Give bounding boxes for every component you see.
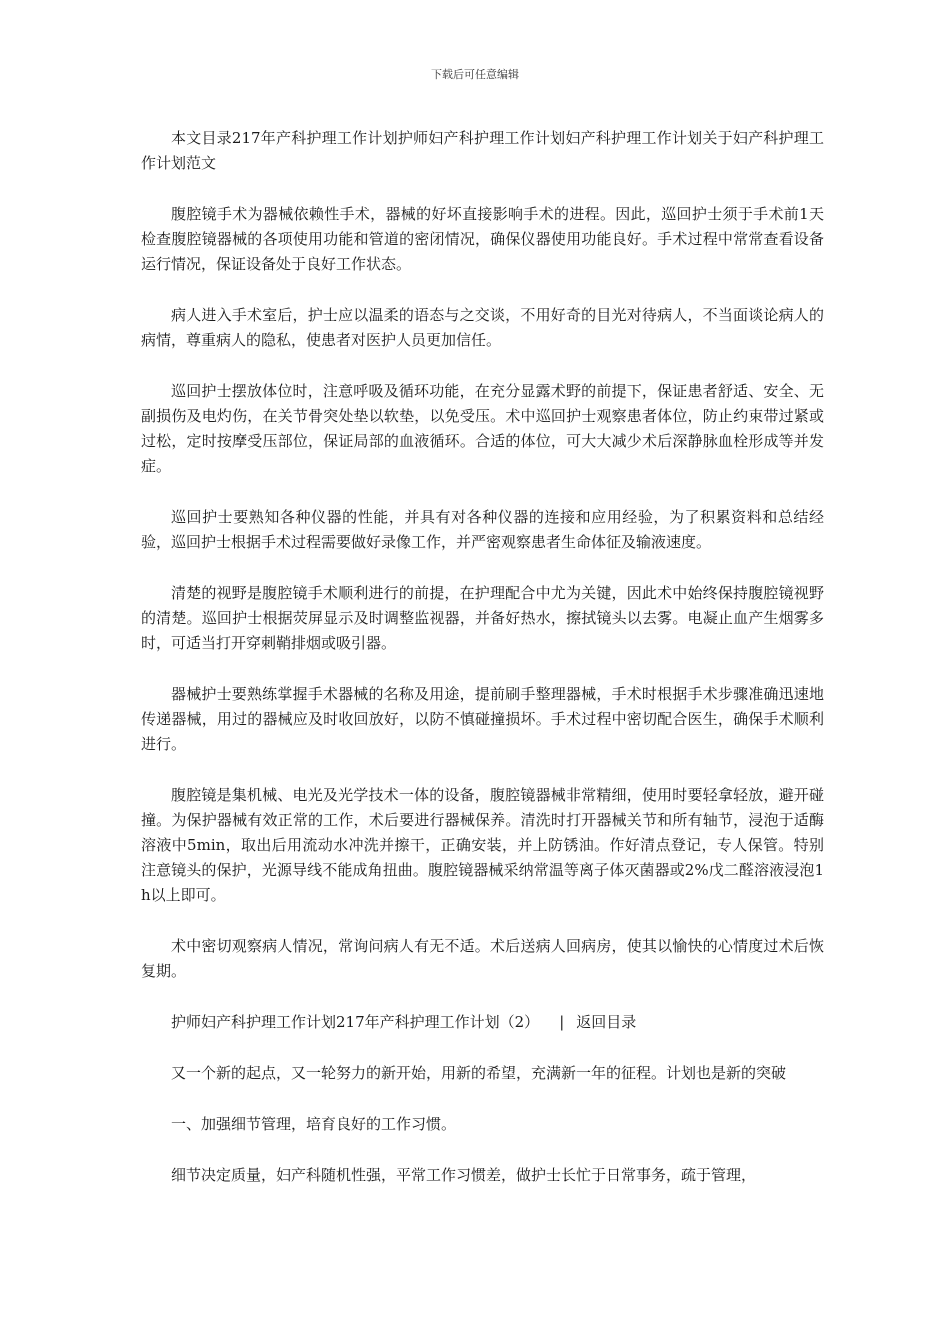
body-paragraph: 腹腔镜是集机械、电光及光学技术一体的设备，腹腔镜器械非常精细，使用时要轻拿轻放，避开碰撞。为保护器械有效正常的工作，术后要进行器械保养。清洗时打开器械关节和所有轴节，浸泡于适酶溶液中5min，取出后用流动水冲洗并擦干，正确安装，并上防锈油。作好清点登记，专人保管。特别注意镜头的保护，光源导线不能成角扭曲。腹腔镜器械采纳常温等离子体灭菌器或2%戊二醛溶液浸泡1h以上即可。 — [141, 786, 824, 904]
section-title: 护师妇产科护理工作计划217年产科护理工作计划（2） — [171, 1013, 540, 1031]
body-paragraph: 巡回护士摆放体位时，注意呼吸及循环功能，在充分显露术野的前提下，保证患者舒适、安全、无副损伤及电灼伤，在关节骨突处垫以软垫，以免受压。术中巡回护士观察患者体位，防止约束带过紧或过松，定时按摩受压部位，保证局部的血液循环。合适的体位，可大大减少术后深静脉血栓形成等并发症。 — [141, 382, 824, 475]
back-to-toc-link[interactable]: 返回目录 — [576, 1013, 637, 1031]
body-paragraph: 细节决定质量，妇产科随机性强，平常工作习惯差，做护士长忙于日常事务，疏于管理， — [171, 1166, 757, 1184]
body-paragraph: 腹腔镜手术为器械依赖性手术，器械的好坏直接影响手术的进程。因此，巡回护士须于手术前1天检查腹腔镜器械的各项使用功能和管道的密闭情况，确保仪器使用功能良好。手术过程中常常查看设备运行情况，保证设备处于良好工作状态。 — [141, 205, 824, 273]
body-paragraph: 器械护士要熟练掌握手术器械的名称及用途，提前刷手整理器械，手术时根据手术步骤准确迅速地传递器械，用过的器械应及时收回放好，以防不慎碰撞损坏。手术过程中密切配合医生，确保手术顺利进行。 — [141, 685, 824, 753]
separator: | — [559, 1013, 565, 1031]
body-paragraph: 病人进入手术室后，护士应以温柔的语态与之交谈，不用好奇的目光对待病人，不当面谈论病人的病情，尊重病人的隐私，使患者对医护人员更加信任。 — [141, 306, 824, 349]
toc-paragraph: 本文目录217年产科护理工作计划护师妇产科护理工作计划妇产科护理工作计划关于妇产科护理工作计划范文 — [141, 129, 824, 172]
section-heading-line — [141, 1010, 824, 1035]
body-paragraph: 清楚的视野是腹腔镜手术顺利进行的前提，在护理配合中尤为关键，因此术中始终保持腹腔镜视野的清楚。巡回护士根据荧屏显示及时调整监视器，并备好热水，擦拭镜头以去雾。电凝止血产生烟雾多时，可适当打开穿刺鞘排烟或吸引器。 — [141, 584, 824, 652]
document-body — [141, 126, 824, 1214]
body-paragraph: 术中密切观察病人情况，常询问病人有无不适。术后送病人回病房，使其以愉快的心情度过术后恢复期。 — [141, 937, 824, 980]
page-header: 下载后可任意编辑 — [431, 68, 519, 81]
body-paragraph: 又一个新的起点，又一轮努力的新开始，用新的希望，充满新一年的征程。计划也是新的突破 — [171, 1064, 787, 1082]
body-paragraph: 一、加强细节管理，培育良好的工作习惯。 — [171, 1115, 457, 1133]
body-paragraph: 巡回护士要熟知各种仪器的性能，并具有对各种仪器的连接和应用经验，为了积累资料和总结经验，巡回护士根据手术过程需要做好录像工作，并严密观察患者生命体征及输液速度。 — [141, 508, 824, 551]
